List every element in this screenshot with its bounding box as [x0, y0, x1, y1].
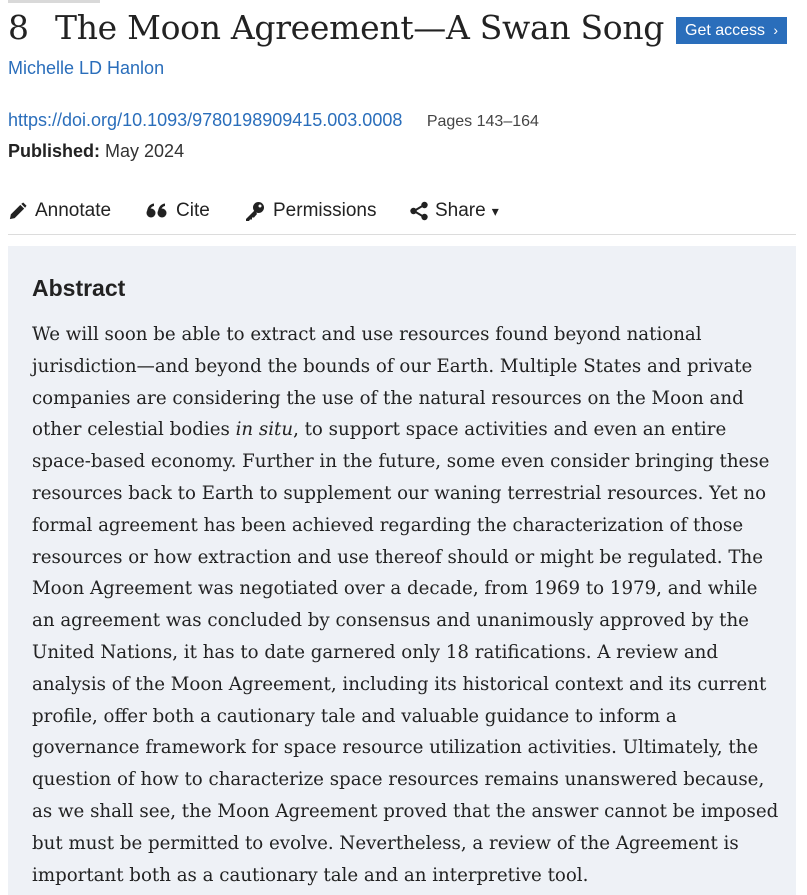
abstract-line: analysis of the Moon Agreement, including its historical context and its current: [32, 673, 767, 695]
abstract-heading: Abstract: [32, 275, 126, 301]
doi-row: [8, 108, 539, 134]
doi-link[interactable]: https://doi.org/10.1093/9780198909415.003.0008: [8, 110, 403, 130]
key-icon: [245, 201, 265, 221]
article-toolbar: [8, 196, 796, 226]
abstract-line-part: , to support space activities and even an entire: [293, 419, 727, 441]
cite-button[interactable]: [146, 196, 210, 226]
cite-label: Cite: [176, 200, 210, 221]
abstract-line: an agreement was concluded by consensus and unanimously approved by the: [32, 610, 749, 632]
abstract-section: [8, 246, 796, 895]
author-link[interactable]: Michelle LD Hanlon: [8, 58, 165, 78]
permissions-button[interactable]: [245, 196, 376, 226]
abstract-text: [32, 319, 784, 891]
chapter-title: The Moon Agreement—A Swan Song: [55, 8, 665, 47]
share-icon: [409, 201, 429, 221]
pencil-icon: [8, 202, 27, 221]
abstract-line: Moon Agreement was negotiated over a decade, from 1969 to 1979, and while: [32, 578, 758, 600]
abstract-line: profile, offer both a cautionary tale and valuable guidance to inform a: [32, 705, 677, 727]
published-label: Published:: [8, 141, 101, 161]
page-range: Pages 143–164: [426, 113, 539, 130]
abstract-line: [32, 414, 784, 446]
abstract-line: We will soon be able to extract and use resources found beyond national: [32, 324, 702, 345]
annotate-label: Annotate: [35, 200, 112, 221]
abstract-line-part: other celestial bodies: [32, 419, 236, 441]
abstract-line: resources back to Earth to supplement our waning terrestrial resources. Yet no: [32, 482, 767, 504]
top-rule: [8, 0, 100, 3]
abstract-line: governance framework for space resource utilization activities. Ultimately, the: [32, 737, 759, 759]
share-label: Share: [435, 200, 486, 221]
annotate-button[interactable]: [8, 196, 111, 226]
get-access-button[interactable]: [676, 17, 787, 44]
chapter-number: 8: [8, 8, 29, 47]
abstract-line: important both as a cautionary tale and an interpretive tool.: [32, 864, 589, 886]
get-access-label: Get access: [685, 22, 766, 39]
abstract-line: United Nations, it has to date garnered only 18 ratifications. A review and: [32, 641, 719, 663]
abstract-line: companies are considering the use of the natural resources on the Moon and: [32, 387, 744, 409]
published-value: May 2024: [105, 141, 185, 161]
chevron-right-icon: ›: [773, 22, 778, 38]
published-date: [8, 139, 184, 163]
share-button[interactable]: [409, 196, 499, 226]
abstract-line: space-based economy. Further in the future, some even consider bringing these: [32, 451, 770, 473]
abstract-line: formal agreement has been achieved regarding the characterization of those: [32, 514, 744, 536]
abstract-line: jurisdiction—and beyond the bounds of our Earth. Multiple States and private: [32, 355, 753, 377]
abstract-line: question of how to characterize space resources remains unanswered because,: [32, 769, 765, 791]
abstract-line: resources or how extraction and use thereof should or might be regulated. The: [32, 546, 763, 568]
abstract-line: as we shall see, the Moon Agreement proved that the answer cannot be imposed: [32, 800, 779, 822]
abstract-line: but must be permitted to evolve. Nevertheless, a review of the Agreement is: [32, 832, 739, 854]
permissions-label: Permissions: [273, 200, 377, 221]
divider: [8, 234, 796, 235]
quote-icon: [146, 203, 168, 219]
caret-down-icon: ▾: [491, 202, 499, 219]
abstract-italic-term: in situ: [235, 419, 294, 441]
